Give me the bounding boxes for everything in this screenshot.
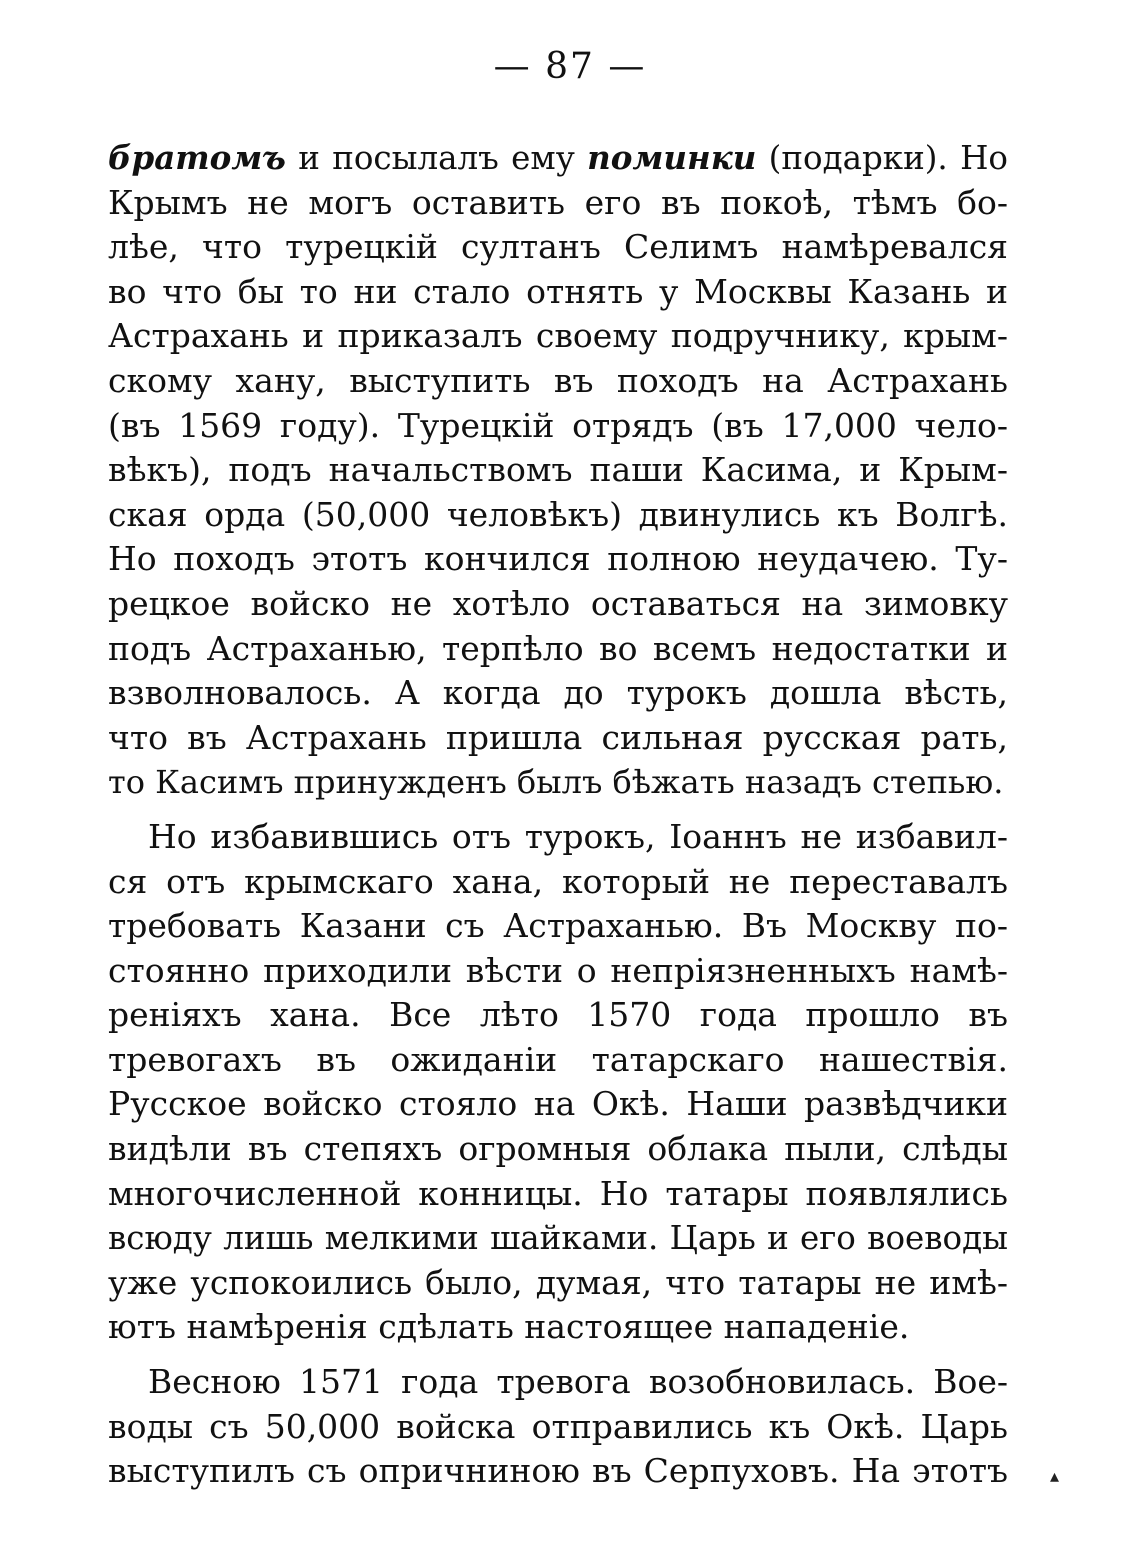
text-line: требовать Казани съ Астраханью. Въ Москву по- — [108, 906, 1008, 946]
text-line: во что бы то ни стало отнять у Москвы Казань и — [108, 271, 1008, 311]
text-line: всюду лишь мелкими шайками. Царь и его воеводы — [108, 1219, 1008, 1258]
text-line: Русское войско стояло на Окѣ. Наши развѣдчики — [108, 1084, 1008, 1124]
paragraph-gap — [108, 1350, 1008, 1360]
paragraph-3 — [108, 1360, 1008, 1494]
text-line — [108, 136, 1008, 181]
text-line: стоянно приходили вѣсти о непріязненныхъ намѣ- — [108, 950, 1008, 990]
emphasized-word: поминки — [587, 138, 757, 177]
text-line: Но походъ этотъ кончился полною неудачею. Ту- — [108, 539, 1008, 579]
text-fragment: и посылалъ ему — [285, 139, 588, 177]
text-line: (въ 1569 году). Турецкій отрядъ (въ 17,000 чело- — [108, 405, 1008, 445]
text-line: реніяхъ хана. Все лѣто 1570 года прошло въ — [108, 995, 1008, 1035]
text-line: тревогахъ въ ожиданіи татарскаго нашествія. — [108, 1039, 1008, 1079]
printer-mark-icon: ▴ — [1050, 1466, 1060, 1487]
text-line: ская орда (50,000 человѣкъ) двинулись къ Волгѣ. — [108, 494, 1008, 534]
page-number: — 87 — — [493, 46, 647, 87]
text-line: подъ Астраханью, терпѣло во всемъ недостатки и — [108, 628, 1008, 668]
text-line: взволновалось. А когда до турокъ дошла вѣсть, — [108, 673, 1008, 713]
paragraph-2 — [108, 815, 1008, 1350]
text-line: Весною 1571 года тревога возобновилась. Вое- — [148, 1362, 1008, 1402]
text-line: многочисленной конницы. Но татары появлялись — [108, 1173, 1008, 1213]
text-line: выступилъ съ опричниною въ Серпуховъ. На этотъ — [108, 1451, 1008, 1491]
text-line: Астрахань и приказалъ своему подручнику, крым- — [108, 316, 1008, 356]
text-line: ютъ намѣренія сдѣлать настоящее нападеніе. — [108, 1307, 910, 1347]
text-line: вѣкъ), подъ начальствомъ паши Касима, и Крым- — [108, 450, 1008, 490]
text-line: скому хану, выступить въ походъ на Астрахань — [108, 360, 1008, 400]
paragraph-gap — [108, 805, 1008, 815]
text-line: воды съ 50,000 войска отправились къ Окѣ. Царь — [108, 1406, 1008, 1446]
text-line: видѣли въ степяхъ огромныя облака пыли, слѣды — [108, 1129, 1008, 1169]
text-line: уже успокоились было, думая, что татары не имѣ- — [108, 1262, 1008, 1302]
emphasized-word: братомъ — [108, 138, 286, 177]
text-line: рецкое войско не хотѣло оставаться на зимовку — [108, 583, 1008, 623]
text-line: ся отъ крымскаго хана, который не переставалъ — [108, 861, 1008, 901]
text-line: что въ Астрахань пришла сильная русская рать, — [108, 717, 1008, 757]
text-line: лѣе, что турецкій султанъ Селимъ намѣревался — [108, 227, 1008, 267]
paragraph-1 — [108, 136, 1008, 805]
text-line: Крымъ не могъ оставить его въ покоѣ, тѣмъ бо- — [108, 182, 1008, 222]
text-line: то Касимъ принужденъ былъ бѣжать назадъ степью. — [108, 763, 1004, 802]
text-line: Но избавившись отъ турокъ, Іоаннъ не избавил- — [148, 816, 1008, 856]
text-fragment: (подарки). Но — [756, 139, 1009, 177]
body-text — [108, 136, 1008, 1494]
